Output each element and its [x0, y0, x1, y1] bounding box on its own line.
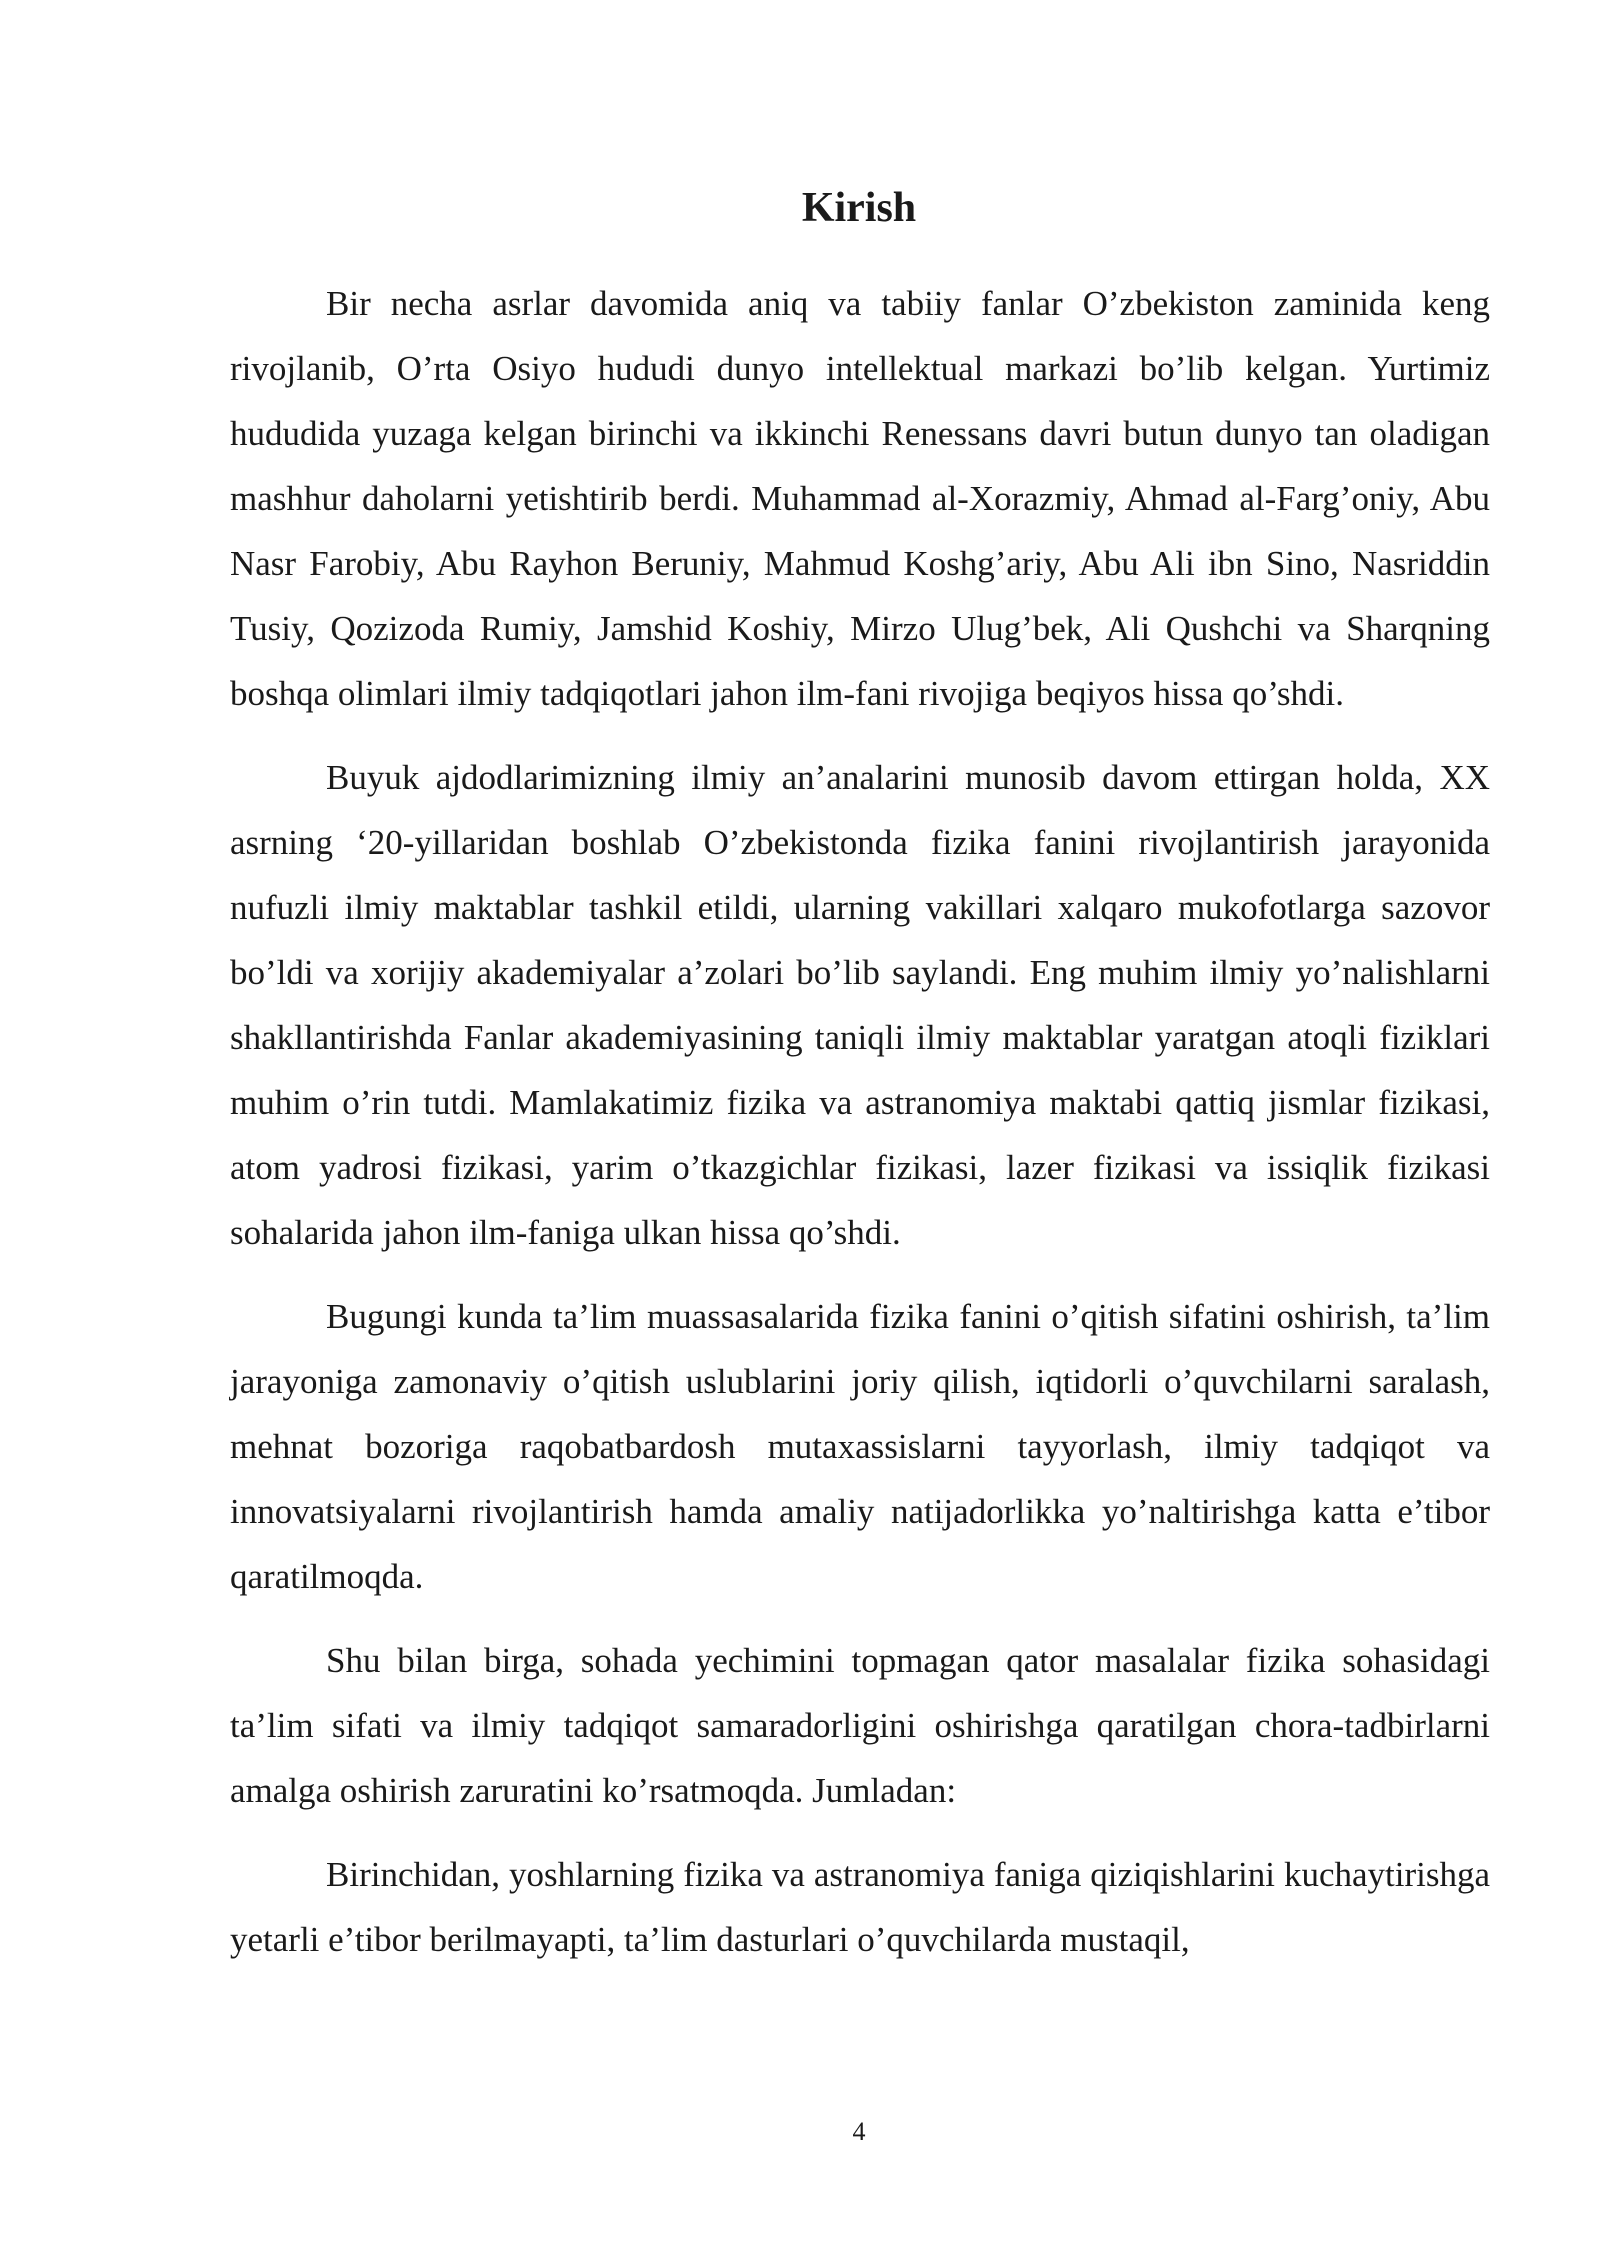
paragraph-3: Bugungi kunda ta’lim muassasalarida fizika fanini o’qitish sifatini oshirish, ta’lim jarayoniga zamonaviy o’qitish uslublarini joriy qilish, iqtidorli o’quvchilarni saralash, mehnat bozoriga raqobatbardosh mutaxassislarni tayyorlash, ilmiy tadqiqot va innovatsiyalarni rivojlantirish hamda amaliy natijadorlikka yo’naltirishga katta e’tibor qaratilmoqda.: [230, 1297, 1490, 1596]
paragraph-4: Shu bilan birga, sohada yechimini topmagan qator masalalar fizika sohasidagi ta’lim sifati va ilmiy tadqiqot samaradorligini oshirishga qaratilgan chora-tadbirlarni amalga oshirish zaruratini ko’rsatmoqda. Jumladan:: [230, 1641, 1490, 1810]
page-title: Kirish: [801, 185, 917, 231]
paragraph-1: Bir necha asrlar davomida aniq va tabiiy fanlar O’zbekiston zaminida keng rivojlanib, O’rta Osiyo hududi dunyo intellektual markazi bo’lib kelgan. Yurtimiz hududida yuzaga kelgan birinchi va ikkinchi Renessans davri butun dunyo tan oladigan mashhur daholarni yetishtirib berdi. Muhammad al-Xorazmiy, Ahmad al-Farg’oniy, Abu Nasr Farobiy, Abu Rayhon Beruniy, Mahmud Koshg’ariy, Abu Ali ibn Sino, Nasriddin Tusiy, Qozizoda Rumiy, Jamshid Koshiy, Mirzo Ulug’bek, Ali Qushchi va Sharqning boshqa olimlari ilmiy tadqiqotlari jahon ilm-fani rivojiga beqiyos hissa qo’shdi.: [230, 284, 1490, 713]
document-body: [230, 271, 1490, 1991]
paragraph-2: Buyuk ajdodlarimizning ilmiy an’analarini munosib davom ettirgan holda, XX asrning ‘20-yillaridan boshlab O’zbekistonda fizika fanini rivojlantirish jarayonida nufuzli ilmiy maktablar tashkil etildi, ularning vakillari xalqaro mukofotlarga sazovor bo’ldi va xorijiy akademiyalar a’zolari bo’lib saylandi. Eng muhim ilmiy yo’nalishlarni shakllantirishda Fanlar akademiyasining taniqli ilmiy maktablar yaratgan atoqli fiziklari muhim o’rin tutdi. Mamlakatimiz fizika va astranomiya maktabi qattiq jismlar fizikasi, atom yadrosi fizikasi, yarim o’tkazgichlar fizikasi, lazer fizikasi va issiqlik fizikasi sohalarida jahon ilm-faniga ulkan hissa qo’shdi.: [230, 758, 1490, 1252]
page-number: 4: [852, 2117, 866, 2146]
paragraph-5: Birinchidan, yoshlarning fizika va astranomiya faniga qiziqishlarini kuchaytirishga yetarli e’tibor berilmayapti, ta’lim dasturlari o’quvchilarda mustaqil,: [230, 1855, 1490, 1959]
